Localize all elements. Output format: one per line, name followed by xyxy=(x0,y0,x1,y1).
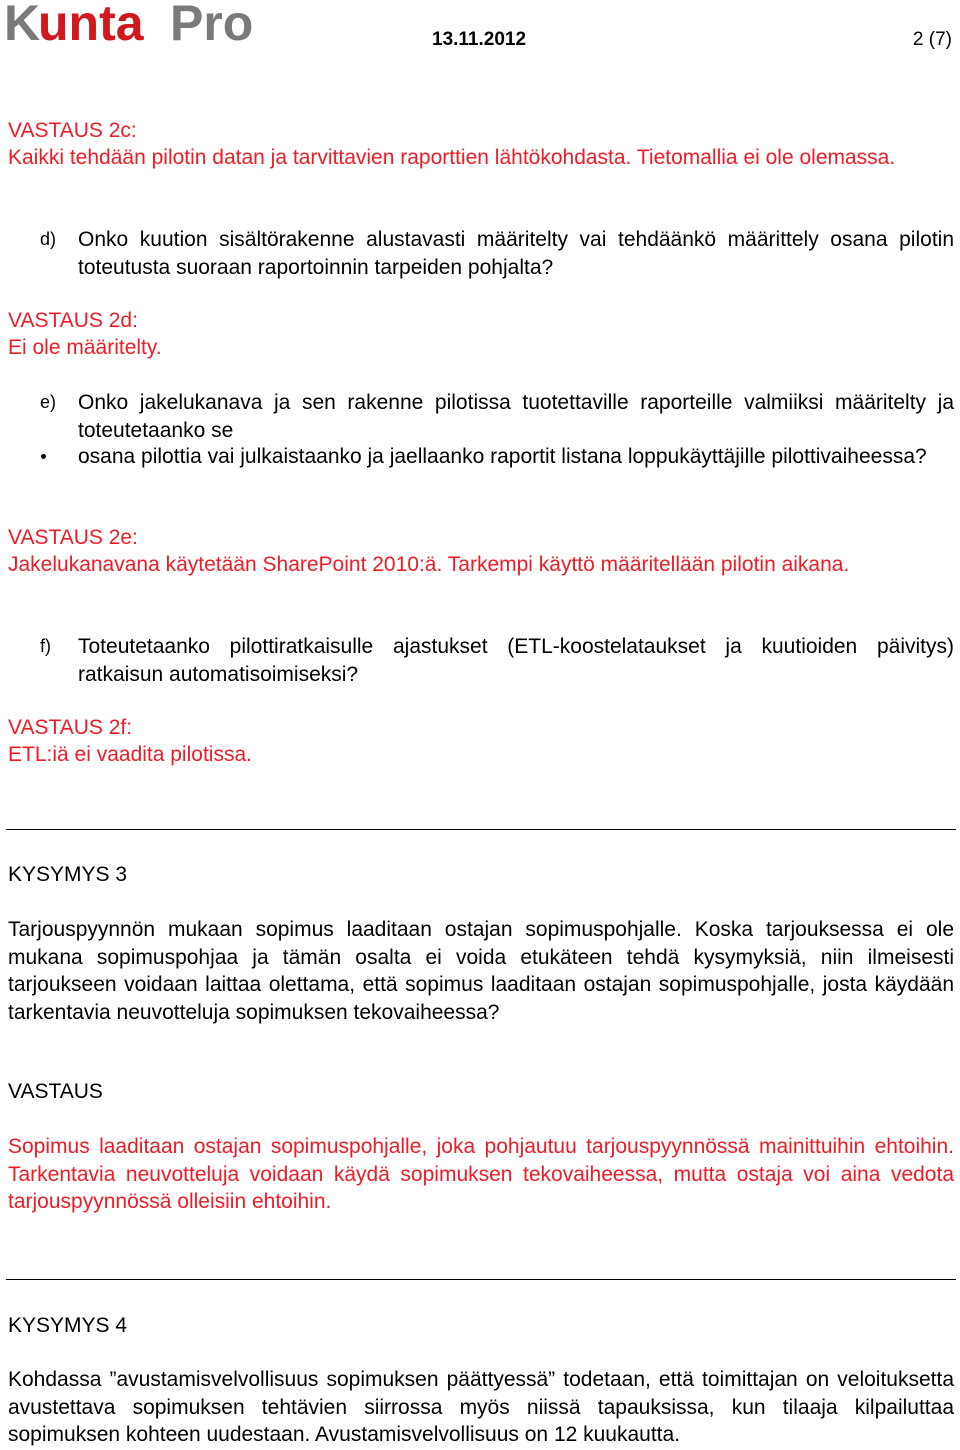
question-e-label: e) xyxy=(40,392,57,412)
kuntapro-logo xyxy=(4,0,274,48)
question-3-title: KYSYMYS 3 xyxy=(8,863,128,886)
question-d xyxy=(8,226,954,281)
question-f-text: Toteutetaanko pilottiratkaisulle ajastukset (ETL-koostelataukset ja kuutioiden päivitys) ratkaisun automatisoimiseksi? xyxy=(78,635,954,686)
kuntapro-logo-icon xyxy=(4,0,274,48)
header-date: 13.11.2012 xyxy=(432,29,527,50)
answer-3-text: Sopimus laaditaan ostajan sopimuspohjalle, joka pohjautuu tarjouspyynnössä mainittuihin ehtoihin. Tarkentavia neuvotteluja voidaan käydä sopimuksen tekovaiheessa, mutta ostaja voi aina vedota tarjouspyynnössä olleisiin ehtoihin. xyxy=(8,1135,954,1213)
question-e xyxy=(8,389,954,444)
question-f xyxy=(8,633,954,688)
header-page-number: 2 (7) xyxy=(912,29,952,50)
answer-2c-text: Kaikki tehdään pilotin datan ja tarvittavien raporttien lähtökohdasta. Tietomallia ei ole olemassa. xyxy=(8,146,896,169)
answer-2f-title: VASTAUS 2f: xyxy=(8,716,133,739)
question-e-bullet-item xyxy=(8,443,954,471)
answer-2c-title: VASTAUS 2c: xyxy=(8,119,137,142)
answer-2d-title: VASTAUS 2d: xyxy=(8,309,138,332)
section-divider xyxy=(6,829,956,830)
question-3-text: Tarjouspyynnön mukaan sopimus laaditaan ostajan sopimuspohjalle. Koska tarjouksessa ei ole mukana sopimuspohjaa ja tämän osalta ei voida etukäteen tehdä kysymyksiä, niin ilmeisesti tarjoukseen voidaan laittaa olettama, että sopimus laaditaan ostajan sopimuspohjalle, josta käydään tarkentavia neuvotteluja sopimuksen tekovaiheessa? xyxy=(8,918,954,1024)
bullet-icon xyxy=(41,454,46,459)
question-4-text: Kohdassa ”avustamisvelvollisuus sopimuksen päättyessä” todetaan, että toimittajan on veloituksetta avustettava sopimuksen tehtävien siirrossa myös niissä tapauksissa, kun tilaaja kilpailuttaa sopimuksen kohteen uudestaan. Avustamisvelvollisuus on 12 kuukautta. xyxy=(8,1368,954,1446)
svg-text:Pro: Pro xyxy=(170,0,254,48)
answer-2e-title: VASTAUS 2e: xyxy=(8,526,138,549)
answer-2d-text: Ei ole määritelty. xyxy=(8,336,162,359)
question-4-title: KYSYMYS 4 xyxy=(8,1314,128,1337)
section-divider xyxy=(6,1279,956,1280)
question-f-label: f) xyxy=(40,636,51,656)
svg-text:unta: unta xyxy=(38,0,144,48)
question-d-text: Onko kuution sisältörakenne alustavasti määritelty vai tehdäänkö määrittely osana pilotin toteutusta suoraan raportoinnin tarpeiden pohjalta? xyxy=(78,228,954,279)
question-e-bullet-text: osana pilottia vai julkaistaanko ja jaellaanko raportit listana loppukäyttäjille pilottivaiheessa? xyxy=(78,445,927,468)
question-e-text: Onko jakelukanava ja sen rakenne pilotissa tuotettaville raporteille valmiiksi määritelty ja toteutetaanko se xyxy=(78,391,954,442)
question-d-label: d) xyxy=(40,229,57,249)
svg-text:K: K xyxy=(4,0,41,48)
answer-3-title: VASTAUS xyxy=(8,1080,103,1103)
answer-2f-text: ETL:iä ei vaadita pilotissa. xyxy=(8,743,252,766)
answer-2e-text: Jakelukanavana käytetään SharePoint 2010:ä. Tarkempi käyttö määritellään pilotin aikana. xyxy=(8,553,850,576)
